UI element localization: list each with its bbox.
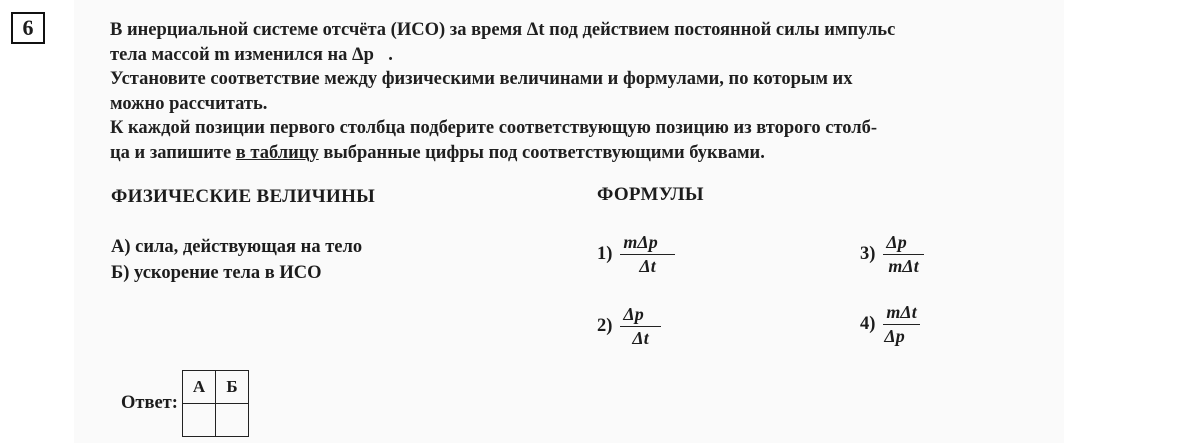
task-line: выбранные цифры под соответствующими буквами. (318, 142, 765, 163)
formula-fraction (620, 304, 660, 349)
task-statement (110, 18, 1040, 165)
formula-numerator: mΔp⃗ (620, 232, 674, 255)
formula-numerator: mΔt (883, 302, 919, 325)
task-line: В инерциальной системе отсчёта (ИСО) за время Δt под действием постоянной силы импульс (110, 20, 896, 40)
answer-header-b: Б (216, 371, 249, 404)
formula-denominator: mΔt (888, 256, 919, 276)
answer-table (182, 370, 249, 437)
formula-2 (597, 304, 661, 349)
formulas-header: ФОРМУЛЫ (597, 184, 704, 205)
task-line: К каждой позиции первого столбца подберите соответствующую позицию из второго столб- (110, 118, 878, 138)
quantities-header: ФИЗИЧЕСКИЕ ВЕЛИЧИНЫ (111, 186, 376, 207)
task-paragraph-3 (110, 116, 1040, 165)
task-line: тела массой m изменился на Δp⃗. (110, 44, 393, 65)
formula-number: 4) (860, 314, 876, 334)
formula-number: 1) (597, 244, 613, 264)
task-paragraph-2 (110, 67, 1040, 116)
answer-cell-b[interactable] (216, 404, 249, 437)
formula-denominator: Δt (639, 256, 656, 276)
formula-number: 2) (597, 316, 613, 336)
table-reference: в таблицу (235, 142, 319, 163)
answer-cell-a[interactable] (183, 404, 216, 437)
formula-3 (860, 232, 924, 277)
quantity-item-b: Б) ускорение тела в ИСО (111, 263, 322, 283)
answer-header-a: А (183, 371, 216, 404)
formula-numerator: Δp⃗ (620, 304, 660, 327)
task-paragraph-1 (110, 18, 1040, 67)
formula-fraction (620, 232, 674, 277)
formula-4 (860, 302, 920, 347)
formula-denominator: Δp⃗ (884, 326, 919, 346)
formula-number: 3) (860, 244, 876, 264)
answer-label: Ответ: (121, 393, 178, 413)
formula-denominator: Δt (632, 328, 649, 348)
task-number-box: 6 (11, 12, 45, 44)
formula-numerator: Δp⃗ (883, 232, 923, 255)
formula-fraction (883, 302, 919, 347)
task-line: Установите соответствие между физическими величинами и формулами, по которым их (110, 69, 853, 89)
task-line: ца и запишите (110, 142, 236, 163)
quantities-list (111, 234, 362, 286)
formula-fraction (883, 232, 923, 277)
formula-1 (597, 232, 675, 277)
task-line: можно рассчитать. (110, 93, 268, 114)
quantity-item-a: А) сила, действующая на тело (111, 237, 363, 257)
